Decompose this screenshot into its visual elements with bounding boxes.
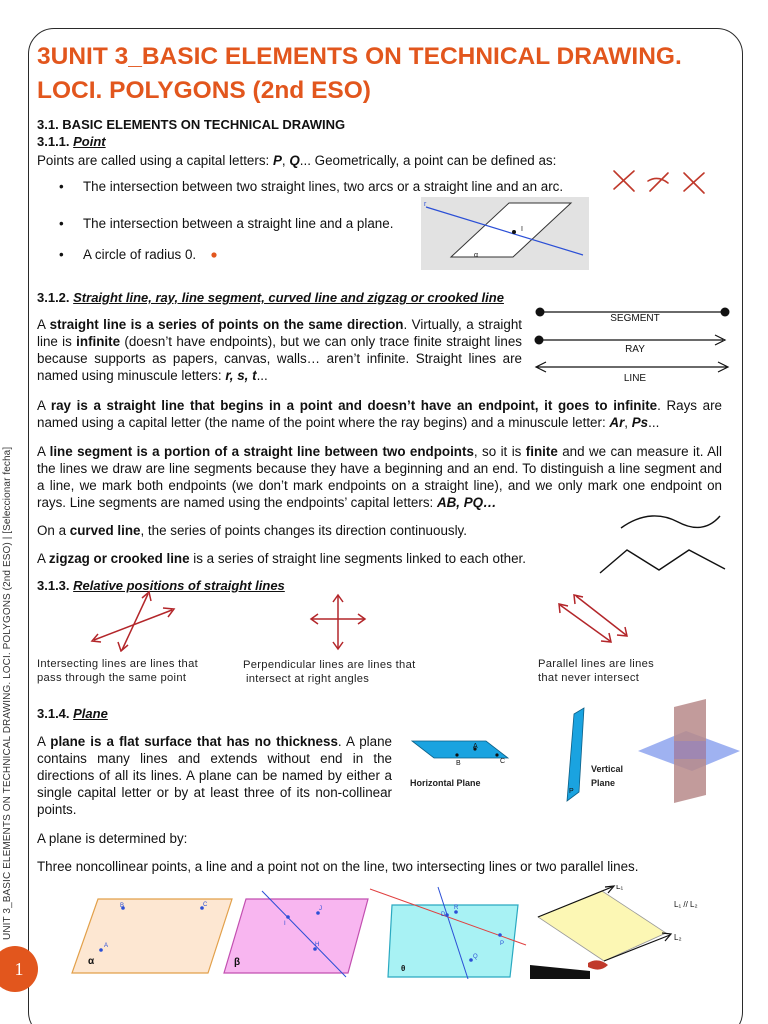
line-plane-intersection-figure <box>421 197 589 270</box>
fig-label: Plane <box>591 778 616 788</box>
fig-label: J <box>319 906 322 912</box>
subsection-heading-plane: 3.1.4. Plane <box>37 706 108 721</box>
plane-determination-figures <box>70 885 740 979</box>
point-circle-icon <box>208 249 220 261</box>
caption-parallel: Parallel lines are lines that never intersect <box>538 658 655 684</box>
page-title: 3UNIT 3_BASIC ELEMENTS ON TECHNICAL DRAWING. LOCI. POLYGONS (2nd ESO) <box>37 43 682 104</box>
running-header: UNIT 3_BASIC ELEMENTS ON TECHNICAL DRAWING. LOCI. POLYGONS (2nd ESO) | [Seleccionar fecha] <box>2 446 13 940</box>
fig-label: r <box>424 201 427 208</box>
fig-label: θ <box>401 964 406 973</box>
paragraph-plane: A plane is a flat surface that has no thickness. A plane contains many lines and extends without end in the directions of all its lines. A plane can be named by either a single capital letter or by at least three of its non-collinear points. <box>37 734 392 817</box>
fig-label: P <box>569 788 574 795</box>
section-heading-3-1: 3.1. BASIC ELEMENTS ON TECHNICAL DRAWING <box>37 117 346 132</box>
paragraph-plane-determined: A plane is determined by: <box>37 831 188 846</box>
parallel-lines-figure <box>556 593 631 643</box>
fig-label: α <box>88 956 95 967</box>
perpendicular-lines-figure <box>308 593 368 651</box>
fig-label: B <box>456 760 461 767</box>
subsection-heading-relative-positions: 3.1.3. Relative positions of straight lines <box>37 578 285 593</box>
fig-label: RAY <box>625 344 645 355</box>
fig-label: B <box>120 903 125 909</box>
page-number: 1 <box>0 946 38 992</box>
paragraph-zigzag: A zigzag or crooked line is a series of straight line segments linked to each other. <box>37 551 526 566</box>
paragraph-ray: A ray is a straight line that begins in a point and doesn’t have an endpoint, it goes to infinite. Rays are named using a capital letter (the name of the point where the ray begins) and a minuscule letter: Ar, Ps... <box>37 398 723 430</box>
fig-label: A <box>104 943 109 949</box>
paragraph-straight-line: A straight line is a series of points on the same direction. Virtually, a straight line is infinite (doesn’t have endpoints), but we can only trace finite straight lines because supports as papers, canvas, walls… aren’t infinite. Straight lines are named using minuscule letters: r, s, t... <box>37 317 522 383</box>
fig-label: H <box>315 942 320 948</box>
fig-label: R <box>454 905 459 911</box>
paragraph-segment: A line segment is a portion of a straight line between two endpoints, so it is finite and we can measure it. All the lines we draw are line segments because they have a beginning and an end. To distinguish a line segment and a line, we mark both endpoints (we don’t mark endpoints on a straight line), and we only mark one endpoint on rays. Line segments are named using the endpoints’ capital letters: AB, PQ… <box>37 444 722 510</box>
subsection-heading-point: 3.1.1. Point <box>37 134 106 149</box>
caption-perpendicular: Perpendicular lines are lines that intersect at right angles <box>243 659 416 685</box>
fig-label: I <box>521 226 523 233</box>
curved-line-figure <box>618 510 723 535</box>
fig-label: LINE <box>623 373 647 384</box>
fig-label: D <box>441 912 446 918</box>
intersecting-lines-figure <box>88 590 178 652</box>
paragraph-plane-conditions: Three noncollinear points, a line and a point not on the line, two intersecting lines or two parallel lines. <box>37 859 639 874</box>
fig-label: L₁ <box>616 885 624 891</box>
horizontal-vertical-plane-figure <box>404 704 629 802</box>
fig-label: P <box>500 941 505 947</box>
subsection-heading-lines: 3.1.2. Straight line, ray, line segment, curved line and zigzag or crooked line <box>37 290 504 305</box>
fig-label: Vertical <box>591 764 624 774</box>
fig-label: I <box>284 921 286 927</box>
fig-label: α <box>474 252 479 259</box>
paragraph-curved-line: On a curved line, the series of points changes its direction continuously. <box>37 523 467 538</box>
fig-label: SEGMENT <box>610 313 660 324</box>
fig-label: C <box>500 758 506 765</box>
segment-ray-line-figure <box>533 305 738 387</box>
intersecting-planes-figure <box>636 697 742 805</box>
fig-label: C <box>203 902 208 908</box>
fig-label: β <box>234 957 241 968</box>
fig-label: Horizontal Plane <box>410 778 481 788</box>
intersection-marks-icon <box>606 165 716 197</box>
caption-intersecting: Intersecting lines are lines that pass through the same point <box>37 658 199 684</box>
fig-label: Q <box>473 954 478 960</box>
zigzag-line-figure <box>597 545 729 577</box>
fig-label: L₂ <box>674 933 682 942</box>
fig-label: L₁ // L₂ <box>674 900 698 909</box>
point-intro: Points are called using a capital letters: P, Q... Geometrically, a point can be defined as: <box>37 153 557 168</box>
fig-label: A <box>473 743 478 750</box>
